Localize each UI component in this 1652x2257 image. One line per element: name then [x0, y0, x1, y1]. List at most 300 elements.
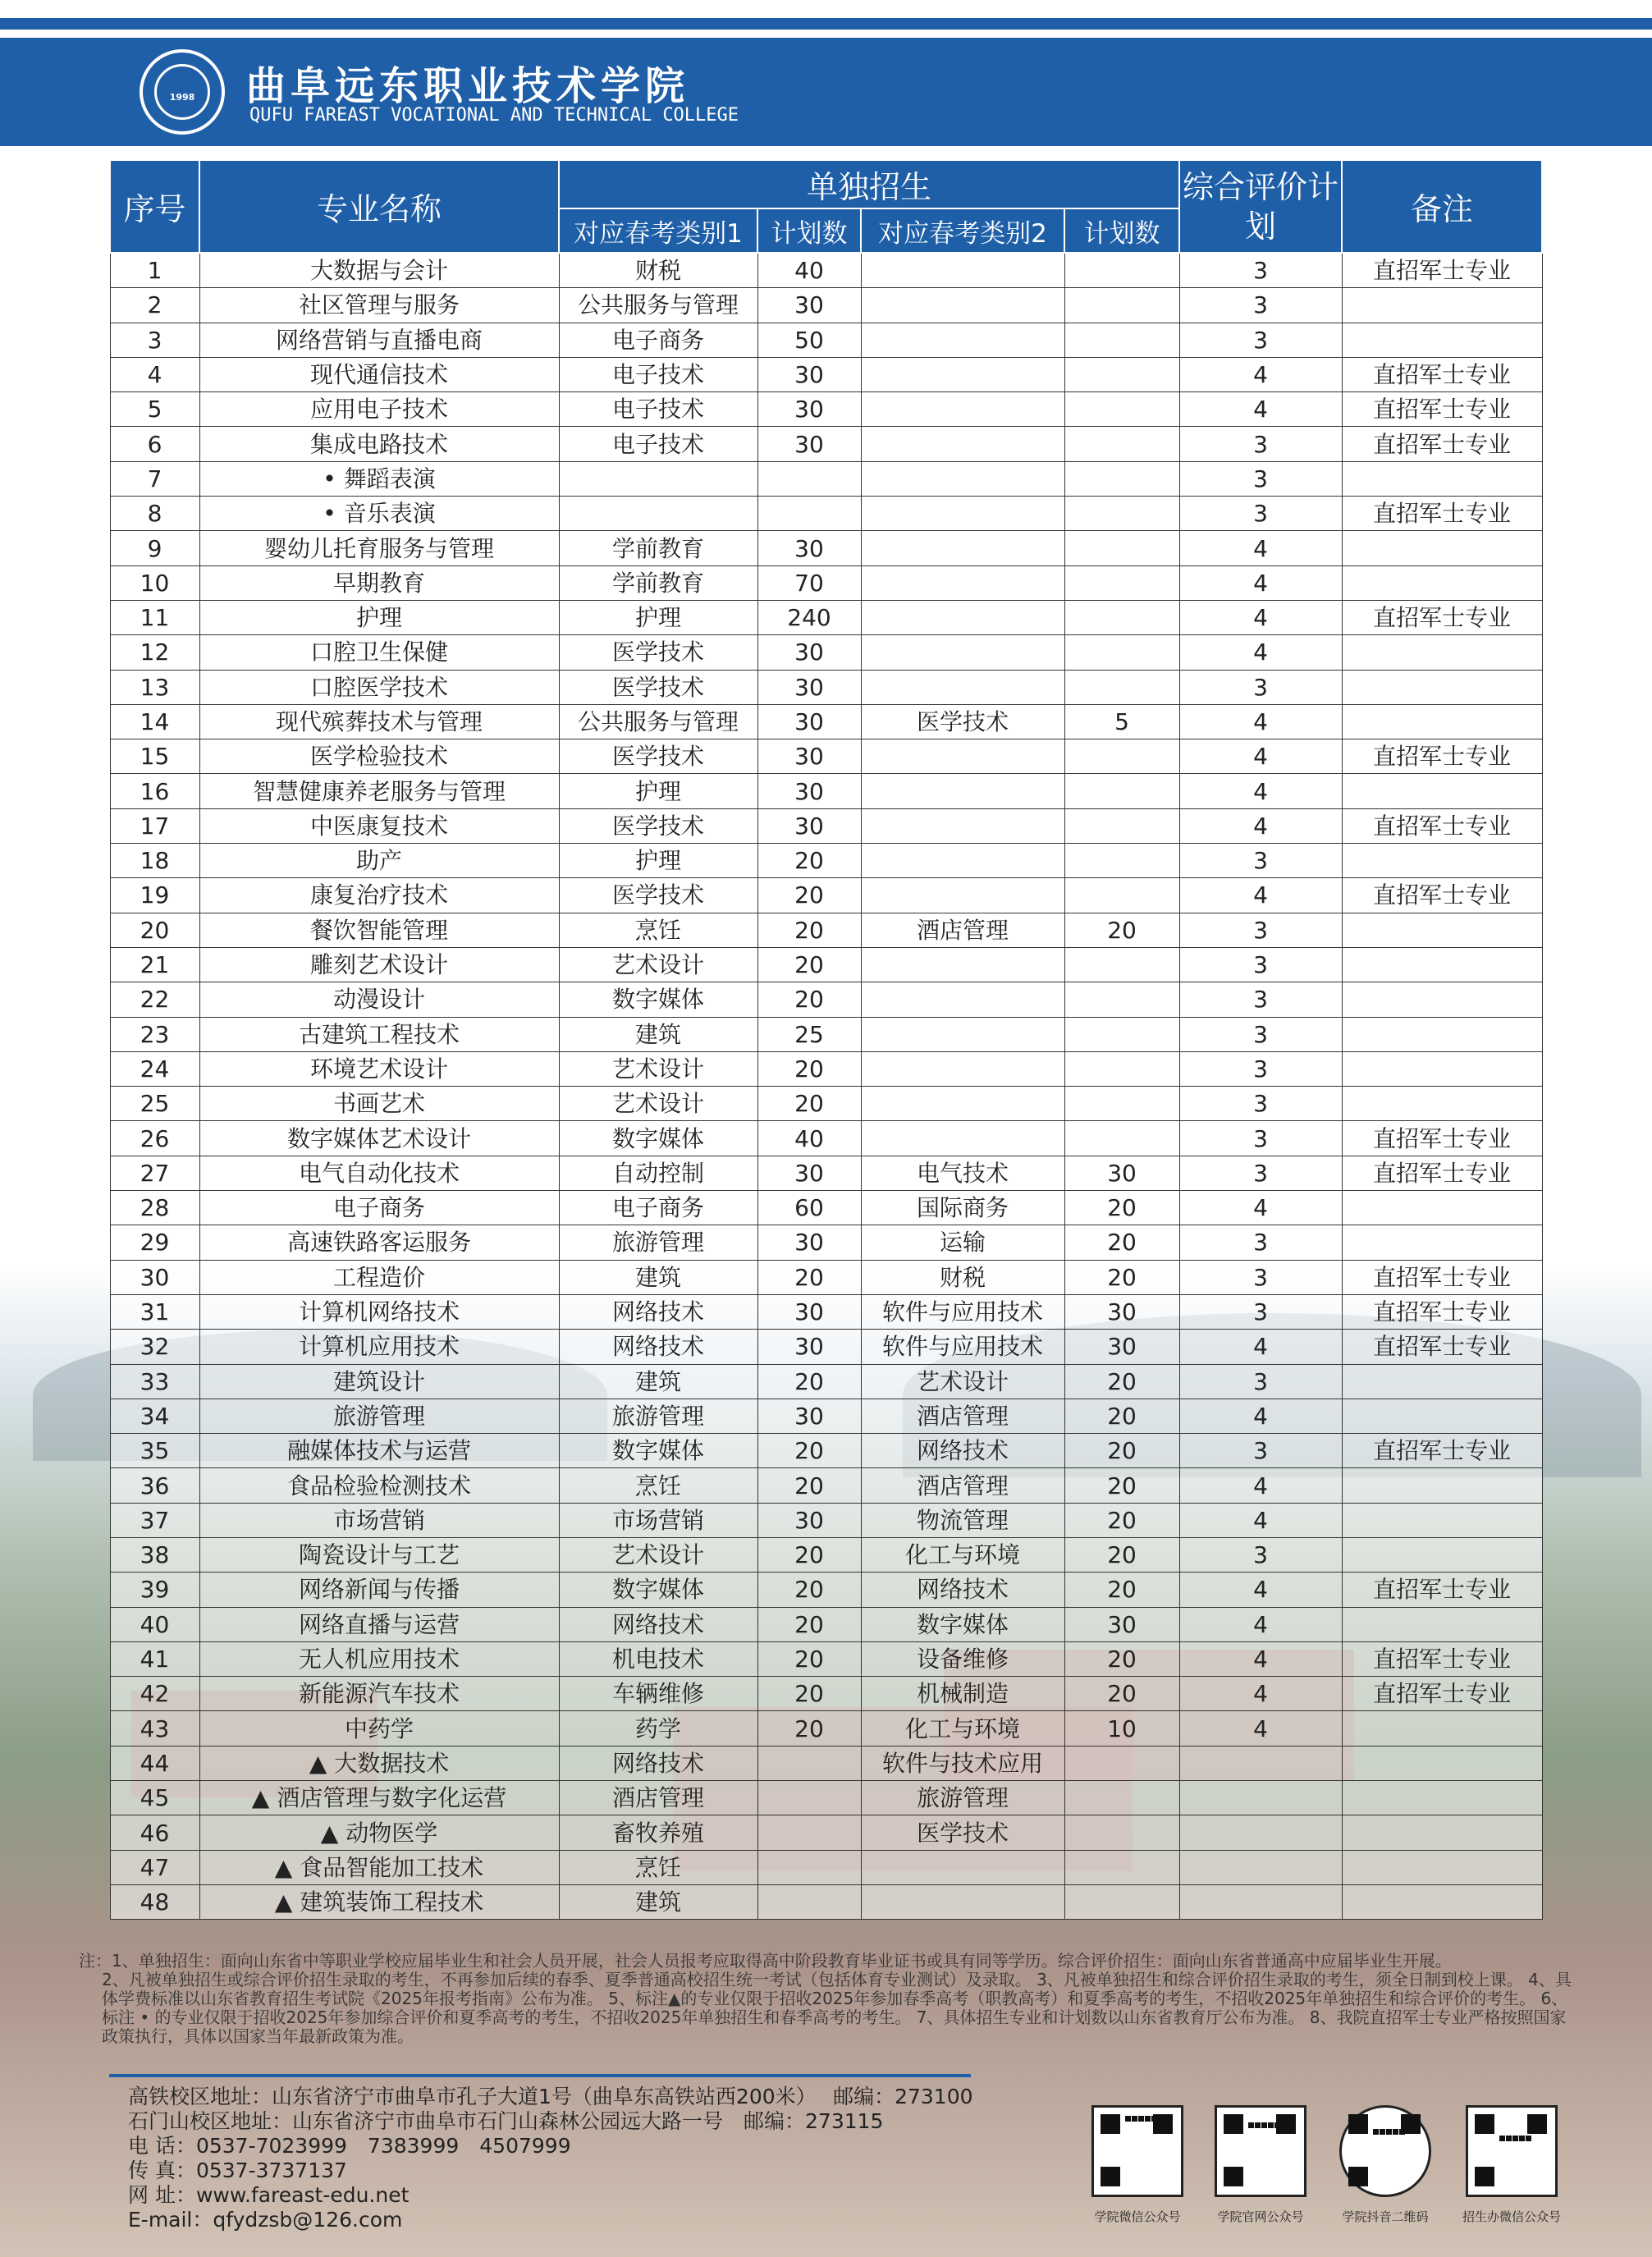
cell-category-2: 物流管理 — [861, 1503, 1064, 1537]
cell-no: 9 — [110, 531, 199, 565]
cell-category-2: 软件与应用技术 — [861, 1294, 1064, 1329]
cell-no: 47 — [110, 1850, 199, 1884]
table-row — [110, 1156, 1542, 1190]
cell-no: 17 — [110, 808, 199, 843]
cell-category-1: 艺术设计 — [559, 1087, 757, 1121]
table-row — [110, 1121, 1542, 1156]
table-row — [110, 497, 1542, 531]
cell-major: 工程造价 — [199, 1260, 559, 1294]
table-row — [110, 670, 1542, 704]
cell-remark — [1342, 531, 1542, 565]
school-name-en: QUFU FAREAST VOCATIONAL AND TECHNICAL COLLEGE — [249, 105, 739, 126]
qr-module — [1399, 2129, 1405, 2135]
cell-plan-1 — [757, 497, 861, 531]
cell-major: 大数据与会计 — [199, 253, 559, 288]
cell-plan-1: 20 — [757, 1711, 861, 1746]
cell-comprehensive: 4 — [1179, 808, 1342, 843]
cell-category-1: 烹饪 — [559, 913, 757, 947]
cell-comprehensive: 3 — [1179, 461, 1342, 496]
qr-label: 学院官网公众号 — [1217, 2209, 1304, 2224]
table-row — [110, 1260, 1542, 1294]
cell-no: 46 — [110, 1815, 199, 1850]
cell-no: 11 — [110, 600, 199, 634]
cell-comprehensive: 4 — [1179, 1468, 1342, 1503]
cell-major: 电子商务 — [199, 1191, 559, 1225]
cell-category-2 — [861, 808, 1064, 843]
qr-module — [1512, 2136, 1518, 2141]
table-row — [110, 427, 1542, 461]
cell-comprehensive: 3 — [1179, 1537, 1342, 1572]
table-row — [110, 288, 1542, 323]
table-row — [110, 1850, 1542, 1884]
cell-remark — [1342, 635, 1542, 670]
cell-plan-2 — [1064, 531, 1179, 565]
cell-comprehensive: 3 — [1179, 253, 1342, 288]
cell-no: 44 — [110, 1746, 199, 1780]
cell-category-2 — [861, 600, 1064, 634]
cell-no: 19 — [110, 878, 199, 913]
cell-major: 食品检验检测技术 — [199, 1468, 559, 1503]
cell-remark — [1342, 1051, 1542, 1086]
notes-section — [79, 1952, 1572, 2046]
table-row — [110, 565, 1542, 600]
cell-major: 旅游管理 — [199, 1399, 559, 1433]
cell-category-2 — [861, 565, 1064, 600]
qr-finder-block — [1101, 2167, 1120, 2186]
cell-plan-2 — [1064, 878, 1179, 913]
cell-remark — [1342, 1850, 1542, 1884]
cell-plan-2 — [1064, 947, 1179, 982]
table-row — [110, 461, 1542, 496]
cell-plan-1: 20 — [757, 1573, 861, 1607]
cell-plan-1: 20 — [757, 1468, 861, 1503]
cell-no: 27 — [110, 1156, 199, 1190]
cell-category-2 — [861, 635, 1064, 670]
qr-code-website[interactable] — [1215, 2105, 1306, 2197]
qr-label: 招生办微信公众号 — [1462, 2209, 1561, 2224]
cell-no: 16 — [110, 774, 199, 808]
cell-remark: 直招军士专业 — [1342, 357, 1542, 391]
cell-category-1: 艺术设计 — [559, 947, 757, 982]
cell-category-1: 网络技术 — [559, 1330, 757, 1364]
table-row — [110, 704, 1542, 739]
cell-remark: 直招军士专业 — [1342, 878, 1542, 913]
cell-comprehensive: 4 — [1179, 357, 1342, 391]
table-row — [110, 253, 1542, 288]
cell-plan-2 — [1064, 357, 1179, 391]
cell-category-1: 学前教育 — [559, 565, 757, 600]
cell-plan-1 — [757, 1884, 861, 1919]
cell-remark — [1342, 1607, 1542, 1641]
table-row — [110, 1399, 1542, 1433]
cell-category-2: 设备维修 — [861, 1641, 1064, 1676]
cell-remark — [1342, 1884, 1542, 1919]
cell-plan-1: 30 — [757, 1503, 861, 1537]
cell-comprehensive: 3 — [1179, 947, 1342, 982]
cell-plan-2 — [1064, 427, 1179, 461]
cell-plan-2 — [1064, 635, 1179, 670]
school-name-cn: 曲阜远东职业技术学院 — [246, 63, 690, 109]
table-body — [110, 253, 1542, 1920]
cell-category-1: 烹饪 — [559, 1468, 757, 1503]
cell-major: 现代殡葬技术与管理 — [199, 704, 559, 739]
cell-remark — [1342, 774, 1542, 808]
cell-remark: 直招军士专业 — [1342, 1641, 1542, 1676]
cell-category-1: 公共服务与管理 — [559, 288, 757, 323]
cell-plan-1: 30 — [757, 357, 861, 391]
cell-no: 41 — [110, 1641, 199, 1676]
cell-category-2 — [861, 1884, 1064, 1919]
cell-comprehensive: 3 — [1179, 427, 1342, 461]
cell-comprehensive: 3 — [1179, 1260, 1342, 1294]
qr-finder-block — [1224, 2114, 1243, 2134]
cell-category-2: 网络技术 — [861, 1573, 1064, 1607]
cell-remark — [1342, 288, 1542, 323]
cell-remark — [1342, 1537, 1542, 1572]
cell-plan-1: 240 — [757, 600, 861, 634]
cell-category-1: 车辆维修 — [559, 1677, 757, 1711]
address-highspeed: 高铁校区地址：山东省济宁市曲阜市孔子大道1号（曲阜东高铁站西200米） 邮编：273100 — [128, 2085, 973, 2108]
cell-category-1: 艺术设计 — [559, 1537, 757, 1572]
qr-code-wechat[interactable] — [1091, 2105, 1183, 2197]
table-row — [110, 982, 1542, 1017]
table-row — [110, 392, 1542, 427]
cell-comprehensive: 4 — [1179, 1573, 1342, 1607]
cell-no: 20 — [110, 913, 199, 947]
cell-no: 43 — [110, 1711, 199, 1746]
cell-remark — [1342, 1468, 1542, 1503]
logo-year: 1998 — [169, 92, 195, 103]
cell-category-1: 电子技术 — [559, 357, 757, 391]
cell-no: 12 — [110, 635, 199, 670]
cell-category-1: 电子商务 — [559, 323, 757, 357]
cell-plan-2: 20 — [1064, 1468, 1179, 1503]
cell-major: ▲ 建筑装饰工程技术 — [199, 1884, 559, 1919]
cell-category-2: 网络技术 — [861, 1434, 1064, 1468]
cell-remark — [1342, 982, 1542, 1017]
cell-major: 网络新闻与传播 — [199, 1573, 559, 1607]
cell-category-2 — [861, 497, 1064, 531]
cell-category-1: 护理 — [559, 774, 757, 808]
cell-category-2: 旅游管理 — [861, 1781, 1064, 1815]
table-row — [110, 947, 1542, 982]
cell-major: 现代通信技术 — [199, 357, 559, 391]
cell-remark — [1342, 844, 1542, 878]
cell-major: 中医康复技术 — [199, 808, 559, 843]
cell-major: 社区管理与服务 — [199, 288, 559, 323]
cell-category-1: 财税 — [559, 253, 757, 288]
cell-comprehensive — [1179, 1815, 1342, 1850]
table-row — [110, 1434, 1542, 1468]
header-plan-1: 计划数 — [757, 208, 861, 253]
table-row — [110, 913, 1542, 947]
table-row — [110, 1225, 1542, 1260]
website-link[interactable]: 网 址：www.fareast-edu.net — [128, 2183, 410, 2207]
cell-no: 39 — [110, 1573, 199, 1607]
cell-plan-2 — [1064, 565, 1179, 600]
cell-category-2 — [861, 288, 1064, 323]
cell-major: 数字媒体艺术设计 — [199, 1121, 559, 1156]
cell-remark — [1342, 670, 1542, 704]
cell-category-2: 软件与技术应用 — [861, 1746, 1064, 1780]
cell-remark — [1342, 1087, 1542, 1121]
email-link[interactable]: E-mail：qfydzsb@126.com — [128, 2208, 403, 2232]
cell-comprehensive: 3 — [1179, 1121, 1342, 1156]
cell-category-2 — [861, 1017, 1064, 1051]
cell-category-1: 网络技术 — [559, 1294, 757, 1329]
qr-code-douyin[interactable] — [1339, 2105, 1431, 2197]
cell-plan-1: 20 — [757, 1087, 861, 1121]
cell-category-2: 财税 — [861, 1260, 1064, 1294]
cell-category-1: 护理 — [559, 844, 757, 878]
qr-code-admissions[interactable] — [1466, 2105, 1558, 2197]
cell-no: 25 — [110, 1087, 199, 1121]
cell-major: 建筑设计 — [199, 1364, 559, 1399]
phone: 电 话：0537-7023999 7383999 4507999 — [128, 2134, 571, 2158]
cell-plan-2: 20 — [1064, 1573, 1179, 1607]
cell-plan-2 — [1064, 461, 1179, 496]
cell-plan-1: 70 — [757, 565, 861, 600]
cell-comprehensive: 4 — [1179, 774, 1342, 808]
cell-major: 网络直播与运营 — [199, 1607, 559, 1641]
table-row — [110, 808, 1542, 843]
cell-no: 42 — [110, 1677, 199, 1711]
cell-major: 应用电子技术 — [199, 392, 559, 427]
cell-remark — [1342, 1815, 1542, 1850]
cell-plan-1: 20 — [757, 982, 861, 1017]
qr-label: 学院抖音二维码 — [1342, 2209, 1429, 2224]
cell-plan-2: 10 — [1064, 1711, 1179, 1746]
cell-plan-1: 30 — [757, 427, 861, 461]
cell-category-2 — [861, 739, 1064, 774]
cell-major: • 音乐表演 — [199, 497, 559, 531]
cell-remark: 直招军士专业 — [1342, 1121, 1542, 1156]
header-comprehensive: 综合评价计划 — [1179, 160, 1342, 253]
cell-plan-2 — [1064, 323, 1179, 357]
cell-major: 动漫设计 — [199, 982, 559, 1017]
cell-plan-1: 20 — [757, 1537, 861, 1572]
cell-category-1: 数字媒体 — [559, 1434, 757, 1468]
enrollment-table — [109, 159, 1541, 1920]
cell-no: 18 — [110, 844, 199, 878]
cell-major: • 舞蹈表演 — [199, 461, 559, 496]
cell-major: 智慧健康养老服务与管理 — [199, 774, 559, 808]
cell-plan-1: 20 — [757, 1051, 861, 1086]
cell-remark — [1342, 1399, 1542, 1433]
cell-remark — [1342, 1781, 1542, 1815]
cell-comprehensive: 3 — [1179, 670, 1342, 704]
cell-category-1: 建筑 — [559, 1017, 757, 1051]
cell-category-1: 机电技术 — [559, 1641, 757, 1676]
qr-module — [1248, 2122, 1254, 2128]
cell-remark: 直招军士专业 — [1342, 739, 1542, 774]
cell-category-2: 软件与应用技术 — [861, 1330, 1064, 1364]
cell-category-1: 建筑 — [559, 1364, 757, 1399]
cell-comprehensive: 3 — [1179, 913, 1342, 947]
table-row — [110, 1746, 1542, 1780]
cell-plan-2 — [1064, 600, 1179, 634]
qr-finder-block — [1475, 2114, 1494, 2134]
cell-plan-1: 40 — [757, 253, 861, 288]
cell-no: 38 — [110, 1537, 199, 1572]
cell-major: 康复治疗技术 — [199, 878, 559, 913]
cell-major: 雕刻艺术设计 — [199, 947, 559, 982]
cell-plan-1: 30 — [757, 1156, 861, 1190]
cell-remark — [1342, 1746, 1542, 1780]
qr-module — [1386, 2129, 1392, 2135]
cell-no: 30 — [110, 1260, 199, 1294]
cell-remark: 直招军士专业 — [1342, 392, 1542, 427]
cell-remark: 直招军士专业 — [1342, 1573, 1542, 1607]
cell-plan-2: 20 — [1064, 1191, 1179, 1225]
qr-module — [1373, 2129, 1379, 2135]
table-row — [110, 600, 1542, 634]
cell-comprehensive: 3 — [1179, 497, 1342, 531]
cell-plan-2 — [1064, 774, 1179, 808]
cell-category-2 — [861, 1850, 1064, 1884]
cell-plan-2 — [1064, 1850, 1179, 1884]
cell-major: 早期教育 — [199, 565, 559, 600]
cell-comprehensive: 4 — [1179, 635, 1342, 670]
cell-category-2: 酒店管理 — [861, 1468, 1064, 1503]
cell-category-1: 医学技术 — [559, 808, 757, 843]
cell-no: 35 — [110, 1434, 199, 1468]
cell-remark: 直招军士专业 — [1342, 1330, 1542, 1364]
cell-plan-2 — [1064, 844, 1179, 878]
cell-comprehensive: 4 — [1179, 600, 1342, 634]
cell-comprehensive: 4 — [1179, 392, 1342, 427]
cell-category-2: 酒店管理 — [861, 913, 1064, 947]
cell-category-2 — [861, 670, 1064, 704]
cell-plan-1: 30 — [757, 635, 861, 670]
cell-major: ▲ 动物医学 — [199, 1815, 559, 1850]
cell-category-1: 数字媒体 — [559, 1121, 757, 1156]
cell-plan-1: 20 — [757, 1434, 861, 1468]
cell-remark — [1342, 704, 1542, 739]
cell-category-2: 机械制造 — [861, 1677, 1064, 1711]
cell-comprehensive: 4 — [1179, 1677, 1342, 1711]
cell-category-1: 电子技术 — [559, 427, 757, 461]
cell-no: 21 — [110, 947, 199, 982]
cell-plan-1: 25 — [757, 1017, 861, 1051]
cell-major: ▲ 食品智能加工技术 — [199, 1850, 559, 1884]
cell-category-2: 电气技术 — [861, 1156, 1064, 1190]
cell-remark: 直招军士专业 — [1342, 1156, 1542, 1190]
cell-plan-1: 20 — [757, 844, 861, 878]
cell-no: 45 — [110, 1781, 199, 1815]
cell-category-1: 网络技术 — [559, 1607, 757, 1641]
table-row — [110, 1607, 1542, 1641]
cell-no: 48 — [110, 1884, 199, 1919]
header-category-1: 对应春考类别1 — [559, 208, 757, 253]
cell-category-2 — [861, 774, 1064, 808]
cell-remark: 直招军士专业 — [1342, 1434, 1542, 1468]
cell-category-2 — [861, 427, 1064, 461]
cell-remark — [1342, 565, 1542, 600]
cell-plan-2 — [1064, 497, 1179, 531]
cell-no: 31 — [110, 1294, 199, 1329]
cell-category-1: 建筑 — [559, 1260, 757, 1294]
cell-plan-2 — [1064, 392, 1179, 427]
cell-category-2: 化工与环境 — [861, 1537, 1064, 1572]
cell-no: 6 — [110, 427, 199, 461]
cell-category-2 — [861, 844, 1064, 878]
cell-category-1: 畜牧养殖 — [559, 1815, 757, 1850]
cell-major: 口腔卫生保健 — [199, 635, 559, 670]
cell-plan-2 — [1064, 1017, 1179, 1051]
cell-comprehensive: 3 — [1179, 1156, 1342, 1190]
cell-no: 3 — [110, 323, 199, 357]
cell-comprehensive: 4 — [1179, 739, 1342, 774]
cell-major: 新能源汽车技术 — [199, 1677, 559, 1711]
cell-plan-2 — [1064, 1051, 1179, 1086]
cell-category-2 — [861, 1087, 1064, 1121]
header-banner — [0, 38, 1652, 146]
cell-category-2 — [861, 323, 1064, 357]
qr-label: 学院微信公众号 — [1094, 2209, 1181, 2224]
cell-plan-1: 30 — [757, 288, 861, 323]
cell-category-2: 酒店管理 — [861, 1399, 1064, 1433]
cell-category-2: 国际商务 — [861, 1191, 1064, 1225]
cell-no: 23 — [110, 1017, 199, 1051]
cell-category-2: 医学技术 — [861, 704, 1064, 739]
cell-plan-1: 20 — [757, 947, 861, 982]
cell-no: 1 — [110, 253, 199, 288]
cell-category-1: 酒店管理 — [559, 1781, 757, 1815]
fax: 传 真：0537-3737137 — [128, 2159, 347, 2182]
college-logo — [140, 49, 225, 135]
note-paragraph: 2、凡被单独招生或综合评价招生录取的考生，不再参加后续的春季、夏季普通高校招生统一考试（包括体育专业测试）及录取。 3、凡被单独招生和综合评价招生录取的考生，须全日制到校上课。 4、具体学费标准以山东省教育招生考试院《2025年报考指南》公布为准。 5、标注▲的专业仅限于招收2025年参加春季高考（职教高考）和夏季高考的考生，不招收2025年单独招生和综合评价的考生。 6、标注 • 的专业仅限于招收2025年参加综合评价和夏季高考的考生，不招收2025年单独招生和春季高考的考生。 7、具体招生专业和计划数以山东省教育厅公布为准。 8、我院直招军士专业严格按照国家政策执行，具体以国家当年最新政策为准。 — [102, 1970, 1572, 2046]
footer-divider — [109, 2074, 971, 2077]
table-row — [110, 1503, 1542, 1537]
address-shimenshan: 石门山校区地址：山东省济宁市曲阜市石门山森林公园远大路一号 邮编：273115 — [128, 2109, 884, 2133]
cell-comprehensive: 4 — [1179, 704, 1342, 739]
qr-module — [1261, 2122, 1267, 2128]
table-row — [110, 1191, 1542, 1225]
cell-category-2 — [861, 531, 1064, 565]
cell-remark: 直招军士专业 — [1342, 1294, 1542, 1329]
cell-category-1: 建筑 — [559, 1884, 757, 1919]
header-plan-2: 计划数 — [1064, 208, 1179, 253]
cell-category-1: 数字媒体 — [559, 1573, 757, 1607]
table-row — [110, 1573, 1542, 1607]
cell-plan-1 — [757, 461, 861, 496]
cell-category-2: 数字媒体 — [861, 1607, 1064, 1641]
cell-comprehensive — [1179, 1850, 1342, 1884]
qr-module — [1380, 2129, 1385, 2135]
cell-comprehensive: 4 — [1179, 1503, 1342, 1537]
table-row — [110, 357, 1542, 391]
qr-finder-block — [1475, 2167, 1494, 2186]
cell-comprehensive: 3 — [1179, 982, 1342, 1017]
cell-comprehensive: 3 — [1179, 1364, 1342, 1399]
cell-plan-2: 30 — [1064, 1330, 1179, 1364]
cell-category-2 — [861, 253, 1064, 288]
cell-no: 26 — [110, 1121, 199, 1156]
cell-remark: 直招军士专业 — [1342, 1260, 1542, 1294]
qr-module — [1151, 2116, 1157, 2122]
qr-module — [1138, 2116, 1144, 2122]
cell-no: 8 — [110, 497, 199, 531]
cell-plan-2 — [1064, 982, 1179, 1017]
cell-category-2 — [861, 947, 1064, 982]
table-row — [110, 1364, 1542, 1399]
cell-plan-2 — [1064, 1884, 1179, 1919]
cell-no: 28 — [110, 1191, 199, 1225]
cell-plan-2 — [1064, 670, 1179, 704]
cell-no: 32 — [110, 1330, 199, 1364]
cell-major: 书画艺术 — [199, 1087, 559, 1121]
